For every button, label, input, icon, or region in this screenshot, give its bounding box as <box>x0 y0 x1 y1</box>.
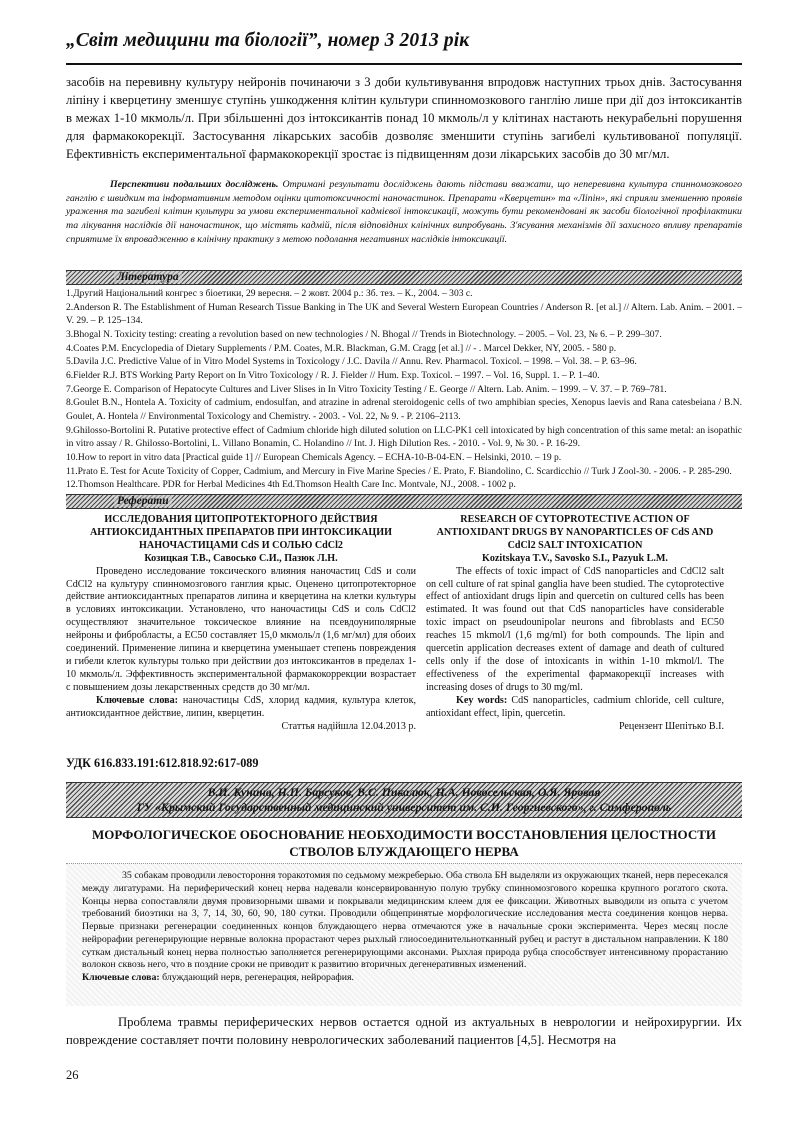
abstract-ru-body: Проведено исследование токсического влияния наночастиц CdS и соли CdCl2 на культуру спинномозгового ганглия крыс. Оценено цитопротекторное действие антиоксидантных препаратов липина и кверцетина на клетки культуры в условиях интоксикации. Установлено, что наночастицы CdS и соль CdCl2 осуществляют значительное токсическое влияние на псевдоуниполярные нейроны и фибробласты, а EC50 составляет 15,0 мкмоль/л (1,6 мг/мл) для обоих соединений. Применение липина и кверцетина уменьшает степень повреждения и гибели клеток культуры только при действии доз интоксикантов в пределах 1-10 мкмоль/л. Эффективность экспериментальной фармакокоррекции возрастает с повышением дозы лекарственных средств до 30 мг/мл. <box>66 565 416 693</box>
reference-item: 10.How to report in vitro data [Practical guide 1] // European Chemicals Agency. – ECHA-10-B-04-EN. – Helsinki, 2010. – 19 p. <box>66 451 562 463</box>
abstract-en-keywords-label: Key words: <box>456 694 508 706</box>
abstract-ru-title: ИССЛЕДОВАНИЯ ЦИТОПРОТЕКТОРНОГО ДЕЙСТВИЯ АНТИОКСИДАНТНЫХ ПРЕПАРАТОВ ПРИ ИНТОКСИКАЦИИ НАНОЧАСТИЦАМИ CdS И СОЛЬЮ CdCl2 <box>90 514 392 551</box>
referaty-heading: Реферати <box>114 495 172 507</box>
journal-title: „Світ медицини та біології”, номер 3 2013 рік <box>66 30 470 51</box>
reference-item: 3.Bhogal N. Toxicity testing: creating a revolution based on new technologies / N. Bhogal // Trends in Biotechnology. – 2005. – Vol. 23, № 6. – P. 299–307. <box>66 328 662 340</box>
perspectives-text: Отримані результати досліджень дають підстави вважати, що неперевивна культура спинномозкового ганглію є швидким та інформативним методом оцінки цитотоксичності наночастинок. Препарати «Кверцетин» та «Ліпін», які сприяли зменшенню проявів ураження та загибелі клітин культури за умови експериментальної кадмієвої інтоксикації, можуть бути рекомендовані як засоби біологічної профілактики та лікування наслідків дії наночастинок, що містять кадмій, після відповідних клінічних випробувань. З'ясування механізмів дії захисного впливу препаратів сприятиме їх впровадженню в клінічну практику з метою подолання негативних наслідків інтоксикації. <box>66 179 743 245</box>
abstract-en <box>426 514 724 733</box>
article-abstract-box <box>66 863 742 1006</box>
article-authors: В.И. Кунина, Н.П. Барсуков, В.С. Пикалюк, Н.А. Новосельская, О.Я. Яровая <box>207 785 601 799</box>
article-abstract-text: 35 собакам проводили левостороння торакотомия по седьмому межреберью. Оба ствола БН выделяли из окружающих тканей, нерв пересекался между лигатурами. На периферический конец нерва надевали консервированную полую трубку спинномозгового корешка крупного рогатого скота. Концы нерва сопоставляли двумя провизорными швами и покрывали медицинским клеем для ее фиксации. Животных выводили из опыта с учетом требований биоэтики на 3, 7, 14, 30, 60, 90, 180 сутки. Проводили общепринятые морфологические исследования места соединения концов нерва. Первые признаки регенерации соединенных концов блуждающего нерва отмечаются уже в начальные сроки эксперимента. Через месяц после нейрорафии регенерирующие нервные волокна прорастают через рыхлый глиосоединительнотканный рубец и растут в дистальном направлении. К 180 суткам дистальный конец нерва полностью заполняется регенерирующими аксонами. Рыхлая природа рубца способствует интенсивному прорастанию волокон сквозь него, что в поздние сроки не приводит к развитию вторичных дегенеративных изменений. <box>82 870 728 971</box>
reference-item: 7.George E. Comparison of Hepatocyte Cultures and Liver Slises in In Vitro Toxicity Testing / E. George // Altern. Lab. Anim. – 1999. – V. 37. – P. 769–781. <box>66 383 667 395</box>
reference-item: 1.Другий Національний конгрес з біоетики, 29 вересня. – 2 жовт. 2004 р.: Зб. тез. – К., 2004. – 303 с. <box>66 288 473 299</box>
intro-section <box>66 73 742 163</box>
abstract-en-keywords-text: CdS nanoparticles, cadmium chloride, cell culture, antioxidant effect, lipin, quercetin. <box>426 694 725 719</box>
intro-paragraph: засобів на перевивну культуру нейронів починаючи з 3 доби культивування впродовж наступних трьох днів. Застосування ліпіну і кверцетину зменшує ступінь ушкодження клітин культури спинномозкового ганглію лише при дії доз інтоксикантів в межах 1-10 мкмоль/л. При збільшенні доз інтоксикантів понад 10 мкмоль/л у клітинах настають некурабельні порушення для фармакокорекції. Застосування лікарських засобів дозволяє зменшити ступінь загибелі культивованої популяції. Ефективність експериментальної фармакокорекції зростає із підвищенням дози лікарських засобів до 30 мг/мл. <box>66 75 742 161</box>
perspectives-paragraph <box>66 178 742 247</box>
reference-item: 11.Prato E. Test for Acute Toxicity of Copper, Cadmium, and Mercury in Five Marine Species / E. Prato, F. Biandolino, C. Scardicchio // Turk J Zool-30. - 2006. - P. 285-290. <box>66 465 732 477</box>
abstract-en-keywords <box>426 695 724 721</box>
abstract-ru-keywords-label: Ключевые слова: <box>96 694 178 706</box>
abstract-en-authors: Kozitskaya T.V., Savosko S.I., Pazyuk L.M. <box>482 552 668 564</box>
article-keywords-text: блуждающий нерв, регенерация, нейрорафия. <box>159 972 354 983</box>
abstract-en-title: RESEARCH OF CYTOPROTECTIVE ACTION OF ANTIOXIDANT DRUGS BY NANOPARTICLES OF CdS AND CdCl2 SALT INTOXICATION <box>436 514 714 551</box>
abstract-ru-received: Статтья надійшла 12.04.2013 р. <box>281 720 416 732</box>
abstract-ru <box>66 514 416 733</box>
reference-item: 2.Anderson R. The Establishment of Human Research Tissue Banking in The UK and Several Western European Countries / Anderson R. [et al.] // Altern. Lab. Anim. – 2001. – V. 29. – P. 125–134. <box>66 301 742 327</box>
reference-item: 8.Goulet B.N., Hontela A. Toxicity of cadmium, endosulfan, and atrazine in adrenal steroidogenic cells of two amphibian species, Xenopus laevis and Rana catesbeiana / B.N. Goulet, A. Hontela // Environmental Toxicology and Chemistry. - 2003. - Vol. 22, № 9. - P. 2106–2113. <box>66 397 742 422</box>
article-abstract <box>82 870 728 985</box>
journal-header <box>66 30 742 52</box>
abstract-en-body: The effects of toxic impact of CdS nanoparticles and CdCl2 salt on cell culture of rat spinal ganglia have been studied. The cytoprotective effect of antioxidant drugs lipin and quercetin on cultured cells has been estimated. It was found out that CdS nanoparticles have considerable toxic impact on pseudounipolar neurons and fibroblasts and EC50 reaches 15 mkmol/l (1,6 mg/ml) for both compounds. The lipin and quercetin application decreases extent of damage and death of cultured cells only if the dose of intoxicants in within 1-10 mkmol/l. The effectiveness of the experimental фармакорекції increases with increasing doses of drugs to 30 mg/ml. <box>426 565 724 693</box>
abstract-ru-authors: Козицкая Т.В., Савосько С.И., Пазюк Л.Н. <box>144 552 338 564</box>
references-list <box>66 287 742 492</box>
reference-item: 6.Fielder R.J. BTS Working Party Report on In Vitro Toxicology / R. J. Fielder // Hum. Exp. Toxicol. – 1997. – Vol. 16, Suppl. 1. – P. 1–40. <box>66 369 600 381</box>
udk-code: УДК 616.833.191:612.818.92:617-089 <box>66 756 259 770</box>
reference-item: 4.Coates P.M. Encyclopedia of Dietary Supplements / P.M. Coates, M.R. Blackman, G.M. Cragg [et al.] // - . Marcel Dekker, NY, 2005. - 580 p. <box>66 342 617 354</box>
article-keywords-label: Ключевые слова: <box>82 972 160 983</box>
article-body: Проблема травмы периферических нервов остается одной из актуальных в неврологии и нейрохирургии. Их повреждение составляет почти половину неврологических заболеваний пациентов [4,5]. Несмотря на <box>66 1015 742 1047</box>
header-rule <box>66 63 742 65</box>
abstract-ru-keywords <box>66 695 416 721</box>
authors-band <box>66 782 742 818</box>
abstract-en-reviewer: Рецензент Шепітько В.І. <box>618 720 724 732</box>
abstract-ru-keywords-text: наночастицы CdS, хлорид кадмия, культура клеток, антиоксидантное действие, липин, кверцетин. <box>66 694 416 719</box>
article-title: МОРФОЛОГИЧЕСКОЕ ОБОСНОВАНИЕ НЕОБХОДИМОСТИ ВОССТАНОВЛЕНИЯ ЦЕЛОСТНОСТИ СТВОЛОВ БЛУЖДАЮЩЕГО НЕРВА <box>92 827 716 859</box>
literature-heading: Література <box>114 271 182 283</box>
perspectives-lead: Перспективи подальших досліджень. <box>110 179 279 190</box>
reference-item: 12.Thomson Healthcare. PDR for Herbal Medicines 4th Ed.Thomson Health Care Inc. Montvale, NJ., 2008. - 1002 p. <box>66 479 516 491</box>
article-affiliation: ГУ «Крымский Государственный медицинский университет им. С.И. Георгиевского», г. Симферополь <box>136 800 672 814</box>
literature-heading-bar <box>66 270 742 285</box>
reference-item: 5.Davila J.C. Predictive Value of in Vitro Model Systems in Toxicology / J.C. Davila // Annu. Rev. Pharmacol. Toxicol. – 1998. – Vol. 38. – P. 63–96. <box>66 356 637 368</box>
referaty-heading-bar <box>66 494 742 509</box>
page-number: 26 <box>66 1068 79 1082</box>
reference-item: 9.Ghilosso-Bortolini R. Putative protective effect of Cadmium chloride high diluted solution on LLC-PK1 cell intoxicated by high concentration of this same metal: an isopathic in vitro assay / R. Ghilosso-Bortolini, L. Villano Bonamin, C. Holandino // Int. J. High Dilution Res. - 2010. - Vol. 9, № 30. - P. 16-29. <box>66 424 742 450</box>
